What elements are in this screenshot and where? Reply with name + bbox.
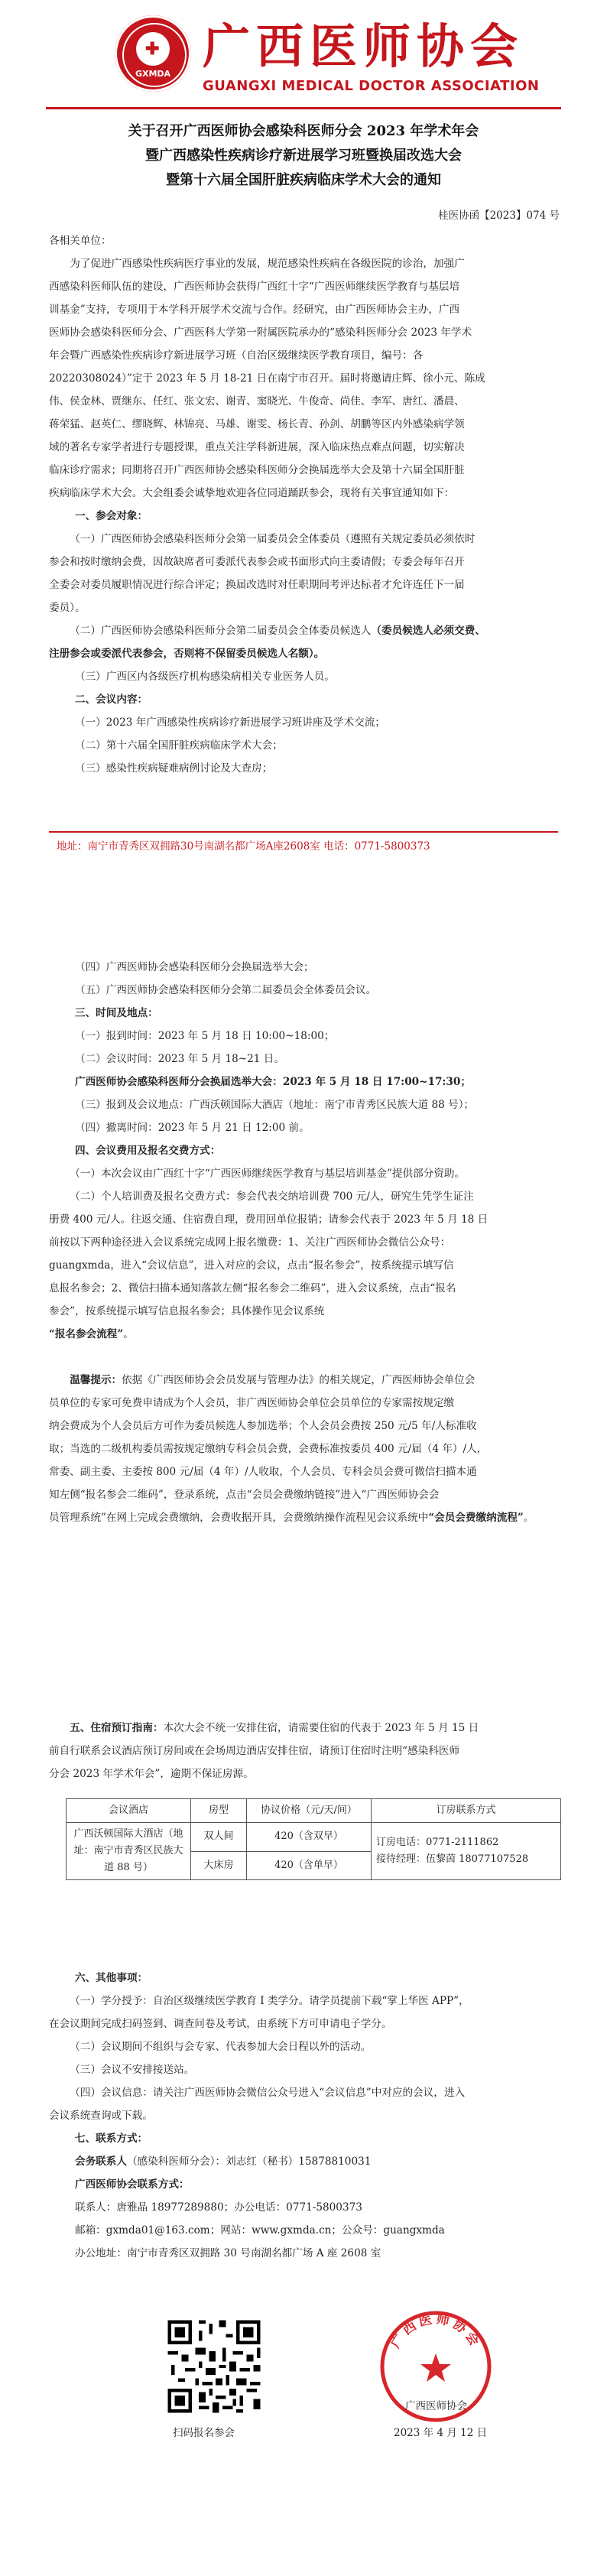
conference-contact	[75, 2150, 560, 2173]
header-divider	[46, 107, 561, 109]
intro-line: 域的著名专家学者进行专题授课，重点关注学科新进展，深入临床热点难点问题，切实解决	[49, 441, 465, 453]
room-type: 大床房	[191, 1851, 247, 1880]
election-time: 广西医师协会感染科医师分会换届选举大会：2023 年 5 月 18 日 17:00~17:30；	[75, 1076, 471, 1088]
document-number: 桂医协函【2023】074 号	[438, 210, 560, 222]
booking-phone: 订房电话：0771-2111862	[376, 1837, 499, 1848]
other-items	[49, 1990, 560, 2127]
intro-line: 临床诊疗需求；同期将召开广西医师协会感染科医师分会换届选举大会及第十六届全国肝脏	[49, 464, 465, 476]
text-line: 会议系统查询或下载。	[49, 2110, 153, 2122]
section-heading-attendees: 一、参会对象：	[75, 510, 148, 522]
text-line: 取；当选的二级机构委员需按规定缴纳专科会员会费，会费标准按委员 400 元/届（4 年）/人，	[49, 1443, 488, 1455]
membership-notice	[49, 1369, 560, 1529]
text-line: （二）个人培训费及报名交费方式：参会代表交纳培训费 700 元/人，研究生凭学生证注	[70, 1191, 474, 1203]
hotel-name: 广西沃顿国际大酒店（地址：南宁市青秀区民族大道 88 号）	[67, 1823, 191, 1880]
lodging-paragraph	[49, 1717, 560, 1785]
footer-address: 地址：南宁市青秀区双拥路30号南湖名都广场A座2608室 电话：0771-5800373	[57, 840, 430, 853]
time-item-1: （一）报到时间：2023 年 5 月 18 日 10:00~18:00；	[75, 1030, 335, 1042]
text-line: 参会和按时缴纳会费，因故缺席者可委派代表参会或书面形式向主委请假；专委会每年召开	[49, 556, 465, 568]
attendee-item-3: （三）广西区内各级医疗机构感染病相关专业医务人员。	[75, 671, 335, 683]
text-line: 员单位的专家可免费申请成为个人会员，非广西医师协会单位会员单位的专家需按规定缴	[49, 1397, 455, 1409]
salutation: 各相关单位：	[49, 235, 112, 247]
content-item-4: （四）广西医师协会感染科医师分会换届选举大会；	[75, 961, 314, 973]
bold-note: （委员候选人必须交费、	[371, 625, 485, 637]
content-item-2: （二）第十六届全国肝脏疾病临床学术大会；	[75, 739, 283, 752]
section-heading-time-place: 三、时间及地点：	[75, 1007, 158, 1019]
booking-manager: 接待经理：伍黎茵 18077107528	[376, 1853, 529, 1865]
notice-title-line-3: 暨第十六届全国肝脏疾病临床学术大会的通知	[166, 172, 441, 188]
text-span: 。	[523, 1512, 534, 1524]
text-line: （四）会议信息：请关注广西医师协会微信公众号进入“会议信息”中对应的会议，进入	[70, 2087, 466, 2099]
room-price: 420（含双早）	[247, 1823, 372, 1852]
text-span: （二）广西医师协会感染科医师分会第二届委员会全体委员候选人	[70, 625, 372, 637]
table-row	[67, 1823, 561, 1852]
time-item-3: （三）报到及会议地点：广西沃顿国际大酒店（地址：南宁市青秀区民族大道 88 号）；	[75, 1099, 475, 1111]
intro-line: 年会暨广西感染性疾病诊疗新进展学习班（自治区级继续医学教育项目，编号：各	[49, 349, 424, 362]
text-line: 委员）。	[49, 602, 86, 614]
section-heading-content: 二、会议内容：	[75, 694, 148, 706]
attendee-item-1	[49, 528, 560, 619]
room-price: 420（含单早）	[247, 1851, 372, 1880]
letterhead	[0, 0, 607, 122]
text-line: 息报名参会；2、微信扫描本通知落款左侧“报名参会二维码”，进入会议系统，点击“报名	[49, 1282, 456, 1294]
sign-date: 2023 年 4 月 12 日	[394, 2427, 488, 2439]
bold-link-text: “报名参会流程”	[49, 1328, 124, 1340]
section-heading-other: 六、其他事项：	[75, 1972, 148, 1984]
intro-paragraph	[49, 252, 560, 505]
svg-text:广西医师协会	[388, 2311, 484, 2351]
text-line: （二）会议期间不组织与会专家、代表参加大会日程以外的活动。	[70, 2041, 372, 2053]
hotel-table	[66, 1798, 561, 1880]
notice-title-line-2: 暨广西感染性疾病诊疗新进展学习班暨换届改选大会	[145, 148, 462, 164]
notice-title-line-1: 关于召开广西医师协会感染科医师分会 2023 年学术年会	[128, 123, 479, 139]
page-footer	[49, 831, 558, 859]
attendee-item-2	[49, 619, 560, 665]
intro-line: 伟、侯金林、贾继东、任红、张文宏、谢青、窦晓光、牛俊奇、尚佳、李军、唐红、潘晨、	[49, 395, 465, 408]
text-span: 依据《广西医师协会会员发展与管理办法》的相关规定，广西医师协会单位会	[122, 1374, 476, 1386]
intro-line: 为了促进广西感染性疾病医疗事业的发展，规范感染性疾病在各级医院的诊治，加强广	[70, 258, 465, 270]
org-name-cn: 广西医师协会	[203, 18, 524, 74]
text-line: 全委会对委员履职情况进行综合评定；换届改选时对任职期间考评达标者才允许连任下一届	[49, 579, 465, 591]
table-header: 协议价格（元/天/间）	[247, 1799, 372, 1823]
office-address-line: 办公地址：南宁市青秀区双拥路 30 号南湖名都广场 A 座 2608 室	[75, 2247, 381, 2259]
section-heading-lodging: 五、住宿预订指南：	[70, 1722, 164, 1734]
time-item-4: （四）撤离时间：2023 年 5 月 21 日 12:00 前。	[75, 1122, 310, 1134]
org-name-en: GUANGXI MEDICAL DOCTOR ASSOCIATION	[203, 78, 540, 94]
intro-line: 训基金”支持，专项用于本学科开展学术交流与合作。经研究，由广西医师协会主办，广西	[49, 304, 460, 316]
text-line: 参会”，按系统提示填写信息报名参会；具体操作见会议系统	[49, 1305, 325, 1317]
office-email-line: 邮箱：gxmda01@163.com；网站：www.gxmda.cn；公众号：guangxmda	[75, 2224, 445, 2237]
intro-line: 西感染科医师队伍的建设，广西医师协会获得广西红十字“广西医师继续医学教育与基层培	[49, 281, 460, 293]
table-header: 房型	[191, 1799, 247, 1823]
content-item-1: （一）2023 年广西感染性疾病诊疗新进展学习班讲座及学术交流；	[75, 716, 385, 729]
text-line: 常委、副主委、主委按 800 元/届（4 年）/人收取，个人会员、专科会员会费可微信扫描本通	[49, 1466, 477, 1478]
text-line: guangxmda，进入“会议信息”，进入对应的会议，点击“报名参会”，按系统提示填写信	[49, 1259, 454, 1272]
fees-paragraph	[49, 1162, 560, 1346]
text-line: 纳会费成为个人会员后方可作为委员候选人参加选举；个人会员会费按 250 元/5 年/人标准收	[49, 1420, 477, 1432]
text-line: （一）本次会议由广西红十字“广西医师继续医学教育与基层培训基金”提供部分资助。	[70, 1168, 466, 1180]
content-item-5: （五）广西医师协会感染科医师分会第二届委员会全体委员会议。	[75, 984, 377, 996]
intro-line: 蒋荣猛、赵英仁、缪晓辉、林锦亮、马雄、谢雯、杨长青、孙剑、胡鹏等区内外感染病学领	[49, 418, 465, 430]
intro-line: 20220308024）”定于 2023 年 5 月 18-21 日在南宁市召开。届时将邀请庄辉、徐小元、陈成	[49, 372, 485, 385]
logo-abbr: GXMDA	[135, 69, 171, 79]
text-line: （三）会议不安排接送站。	[70, 2064, 195, 2076]
text-line: 在会议期间完成扫码签到、调查问卷及考试，由系统下方可申请电子学分。	[49, 2018, 392, 2030]
text-line: （一）学分授予：自治区级继续医学教育 I 类学分。请学员提前下载“掌上华医 APP”，	[70, 1995, 469, 2007]
section-heading-contact: 七、联系方式：	[75, 2133, 148, 2145]
bold-note: 注册参会或委派代表参会，否则将不保留委员候选人名额）。	[49, 648, 325, 660]
contact-text: （感染科医师分会）：刘志红（秘书）15878810031	[126, 2155, 372, 2168]
content-item-3: （三）感染性疾病疑难病例讨论及大查房；	[75, 762, 273, 775]
table-header-row	[67, 1799, 561, 1823]
notice-label: 温馨提示：	[70, 1374, 122, 1386]
association-logo-icon: ✚ GXMDA	[115, 15, 191, 92]
text-line: 知左侧“报名参会二维码”，登录系统，点击“会员会费缴纳链接”进入“广西医师协会会	[49, 1489, 440, 1501]
text-span: 员管理系统”在网上完成会费缴纳，会费收据开具，会费缴纳操作流程见会议系统中	[49, 1512, 429, 1524]
contact-label: 会务联系人	[75, 2155, 127, 2168]
room-type: 双人间	[191, 1823, 247, 1852]
section-heading-fees: 四、会议费用及报名交费方式：	[75, 1145, 221, 1157]
seal-text: 广西医师协会	[388, 2311, 484, 2351]
table-header: 会议酒店	[67, 1799, 191, 1823]
signer-name: 广西医师协会	[405, 2400, 467, 2412]
text-line: 前自行联系会议酒店预订房间或在会场周边酒店安排住宿，请预订住宿时注明“感染科医师	[49, 1745, 460, 1757]
qr-caption: 扫码报名参会	[173, 2427, 235, 2439]
time-item-2: （二）会议时间：2023 年 5 月 18~21 日。	[75, 1053, 284, 1065]
office-contact-line: 联系人：唐雅晶 18977289880；办公电话：0771-5800373	[75, 2201, 362, 2214]
text-span: 本次大会不统一安排住宿，请需要住宿的代表于 2023 年 5 月 15 日	[163, 1722, 479, 1734]
text-line: 前按以下两种途径进入会议系统完成网上报名缴费：1、关注广西医师协会微信公众号：	[49, 1236, 451, 1249]
table-header: 订房联系方式	[372, 1799, 561, 1823]
text-line: 分会 2023 年学术年会”，逾期不保证房源。	[49, 1768, 254, 1780]
text-span: 。	[123, 1328, 134, 1340]
intro-line: 医师协会感染科医师分会、广西医科大学第一附属医院承办的“感染科医师分会 2023 年学术	[49, 326, 472, 339]
intro-line: 疾病临床学术大会。大会组委会诚挚地欢迎各位同道踊跃参会，现将有关事宜通知如下：	[49, 487, 455, 499]
office-contact-heading: 广西医师协会联系方式：	[75, 2178, 190, 2191]
bold-link-text: “会员会费缴纳流程”	[428, 1512, 524, 1524]
text-line: （一）广西医师协会感染科医师分会第一届委员会全体委员（遵照有关规定委员必须依时	[70, 533, 476, 545]
registration-qr-code[interactable]	[164, 2317, 264, 2416]
text-line: 册费 400 元/人。往返交通、住宿费自理，费用回单位报销；请参会代表于 2023 年 5 月 18 日	[49, 1213, 489, 1226]
booking-contact	[372, 1823, 561, 1880]
